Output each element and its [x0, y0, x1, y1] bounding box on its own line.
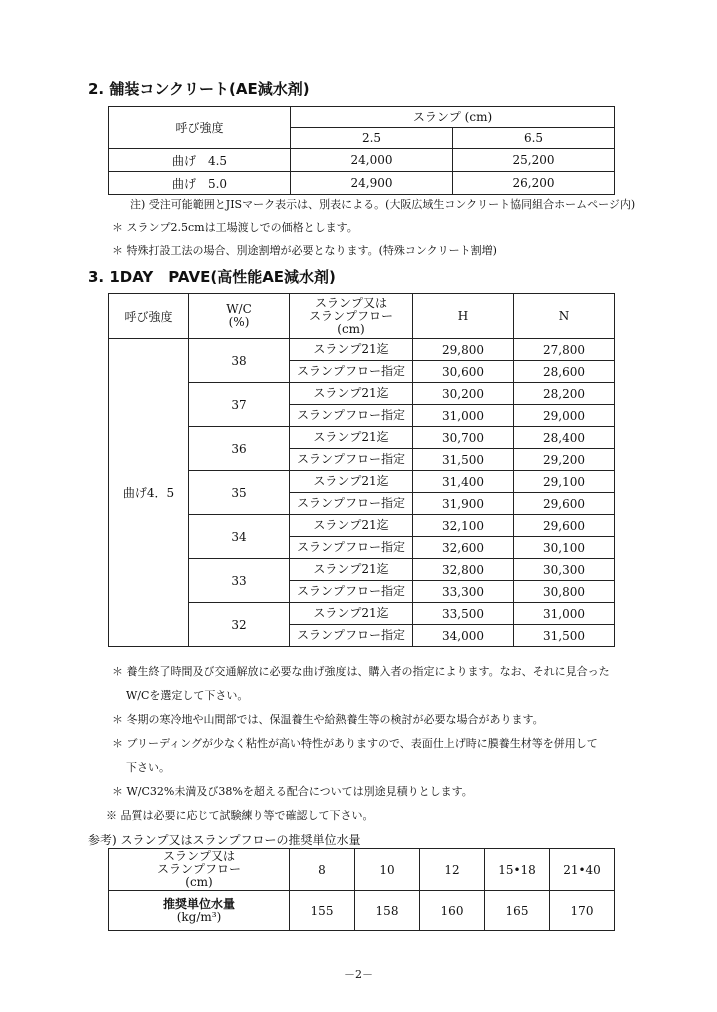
h-price: 30,200	[413, 383, 514, 405]
n-header: N	[514, 294, 615, 339]
slump-type: スランプフロー指定	[290, 449, 413, 471]
h-price: 33,500	[413, 603, 514, 625]
section2-title: 2. 舗装コンクリート(AE減水剤)	[88, 80, 310, 98]
n-price: 27,800	[514, 339, 615, 361]
n-price: 29,600	[514, 515, 615, 537]
wc-value: 36	[189, 427, 290, 471]
price-cell: 24,000	[291, 149, 453, 172]
water-value: 170	[550, 891, 615, 931]
wc-value: 37	[189, 383, 290, 427]
slump-col: 12	[420, 849, 485, 891]
h-price: 31,000	[413, 405, 514, 427]
h-price: 32,100	[413, 515, 514, 537]
slump-type: スランプフロー指定	[290, 493, 413, 515]
reference-table	[108, 848, 615, 931]
n-price: 29,200	[514, 449, 615, 471]
water-content-label: 推奨単位水量 (kg/m³)	[109, 891, 290, 931]
wc-value: 33	[189, 559, 290, 603]
section2-note-3: ＊ 特殊打設工法の場合、別途割増が必要となります。(特殊コンクリート割増)	[112, 244, 497, 257]
slump-col: 21•40	[550, 849, 615, 891]
wc-value: 34	[189, 515, 290, 559]
section2-note-1: 注) 受注可能範囲とJISマーク表示は、別表による。(大阪広域生コンクリート協同組合ホームページ内)	[130, 198, 636, 211]
slump-col-1: 2.5	[291, 128, 453, 149]
h-price: 33,300	[413, 581, 514, 603]
reference-title: 参考) スランプ又はスランプフローの推奨単位水量	[88, 833, 361, 847]
slump-col: 10	[355, 849, 420, 891]
price-cell: 24,900	[291, 172, 453, 195]
wc-header: W/C (%)	[189, 294, 290, 339]
h-price: 31,400	[413, 471, 514, 493]
slump-type: スランプ21迄	[290, 339, 413, 361]
h-price: 32,800	[413, 559, 514, 581]
section3-note-1: ＊ 養生終了時間及び交通解放に必要な曲げ強度は、購入者の指定によります。なお、それに見合った	[112, 665, 610, 678]
slump-col: 15•18	[485, 849, 550, 891]
h-header: H	[413, 294, 514, 339]
n-price: 28,400	[514, 427, 615, 449]
slump-type: スランプフロー指定	[290, 625, 413, 647]
section3-note-2: ＊ 冬期の寒冷地や山間部では、保温養生や給熱養生等の検討が必要な場合があります。	[112, 713, 544, 726]
section3-title: 3. 1DAY PAVE(高性能AE減水剤)	[88, 268, 336, 286]
n-price: 28,200	[514, 383, 615, 405]
slump-type: スランプ21迄	[290, 559, 413, 581]
n-price: 30,100	[514, 537, 615, 559]
row-label: 曲げ 4.5	[109, 149, 291, 172]
slump-type: スランプフロー指定	[290, 405, 413, 427]
section3-note-3-cont: 下さい。	[126, 761, 170, 774]
n-price: 29,100	[514, 471, 615, 493]
price-cell: 26,200	[453, 172, 615, 195]
n-price: 28,600	[514, 361, 615, 383]
slump-header: スランプ又は スランプフロー (cm)	[290, 294, 413, 339]
h-price: 34,000	[413, 625, 514, 647]
water-value: 165	[485, 891, 550, 931]
n-price: 29,600	[514, 493, 615, 515]
row-label: 曲げ 5.0	[109, 172, 291, 195]
table-row	[109, 172, 615, 195]
h-price: 31,900	[413, 493, 514, 515]
n-price: 29,000	[514, 405, 615, 427]
slump-type: スランプ21迄	[290, 383, 413, 405]
h-price: 32,600	[413, 537, 514, 559]
slump-type: スランプフロー指定	[290, 537, 413, 559]
h-price: 30,700	[413, 427, 514, 449]
table-row	[109, 149, 615, 172]
one-day-pave-table	[108, 293, 615, 647]
h-price: 29,800	[413, 339, 514, 361]
slump-type: スランプ21迄	[290, 603, 413, 625]
strength-header: 呼び強度	[109, 107, 291, 149]
water-value: 160	[420, 891, 485, 931]
slump-type: スランプフロー指定	[290, 361, 413, 383]
n-price: 31,000	[514, 603, 615, 625]
section3-note-5: ※ 品質は必要に応じて試験練り等で確認して下さい。	[106, 809, 374, 822]
page-number: －2－	[344, 968, 373, 981]
slump-header: スランプ (cm)	[291, 107, 615, 128]
reference-header: スランプ又は スランプフロー (cm)	[109, 849, 290, 891]
slump-col-2: 6.5	[453, 128, 615, 149]
section3-note-3: ＊ ブリーディングが少なく粘性が高い特性がありますので、表面仕上げ時に膜養生材等を併用して	[112, 737, 598, 750]
section2-note-2: ＊ スランプ2.5cmは工場渡しでの価格とします。	[112, 221, 358, 234]
water-value: 155	[290, 891, 355, 931]
n-price: 30,300	[514, 559, 615, 581]
water-value: 158	[355, 891, 420, 931]
wc-value: 32	[189, 603, 290, 647]
h-price: 31,500	[413, 449, 514, 471]
wc-value: 38	[189, 339, 290, 383]
n-price: 30,800	[514, 581, 615, 603]
section3-note-4: ＊ W/C32%未満及び38%を超える配合については別途見積りとします。	[112, 785, 473, 798]
strength-header: 呼び強度	[109, 294, 189, 339]
n-price: 31,500	[514, 625, 615, 647]
price-cell: 25,200	[453, 149, 615, 172]
h-price: 30,600	[413, 361, 514, 383]
table-row	[109, 339, 615, 361]
wc-value: 35	[189, 471, 290, 515]
slump-type: スランプフロー指定	[290, 581, 413, 603]
section3-note-1-cont: W/Cを選定して下さい。	[126, 689, 249, 702]
slump-type: スランプ21迄	[290, 515, 413, 537]
slump-type: スランプ21迄	[290, 471, 413, 493]
slump-type: スランプ21迄	[290, 427, 413, 449]
strength-value: 曲げ4．5	[109, 339, 189, 647]
paving-concrete-table	[108, 106, 615, 195]
slump-col: 8	[290, 849, 355, 891]
